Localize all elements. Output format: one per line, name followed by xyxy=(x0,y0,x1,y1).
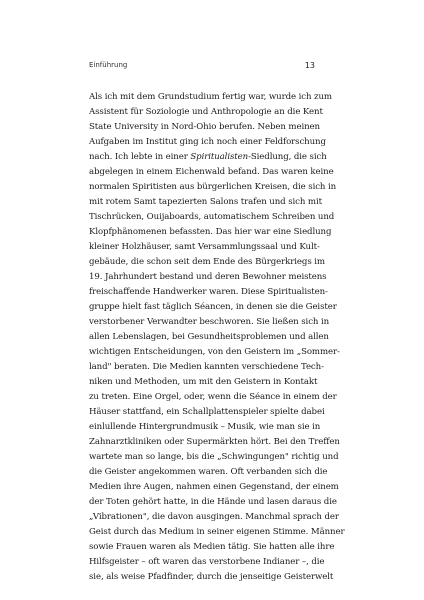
body-text xyxy=(89,90,345,585)
text-line: sie, als weise Pfadfinder, durch die jenseitige Geisterwelt xyxy=(89,572,334,582)
text-line: gebäude, die schon seit dem Ende des Bürgerkriegs im xyxy=(89,257,325,267)
text-line: verstorbener Verwandter beschworen. Sie ließen sich in xyxy=(89,317,330,327)
text-line: der Toten gehört hatte, in die Hände und lasen daraus die xyxy=(89,497,337,507)
text-line: Assistent für Soziologie und Anthropologie an die Kent xyxy=(89,107,323,117)
line-suffix: -Siedlung, die sich xyxy=(248,152,327,162)
line-prefix: nach. Ich lebte in einer xyxy=(89,152,191,162)
text-line: die Geister angekommen waren. Oft verbanden sich die xyxy=(89,467,328,477)
text-line: Aufgaben im Institut ging ich noch einer Feldforschung xyxy=(89,137,326,147)
text-line: zu treten. Eine Orgel, oder, wenn die Séance in einem der xyxy=(89,392,337,402)
text-line-with-italic xyxy=(89,150,327,165)
text-line: niken und Methoden, um mit den Geistern in Kontakt xyxy=(89,377,318,387)
text-line: freischaffende Handwerker waren. Diese Spiritualisten- xyxy=(89,287,328,297)
text-line: wichtigen Entscheidungen, von den Geistern im „Sommer- xyxy=(89,347,340,357)
text-line: sowie Frauen waren als Medien tätig. Sie hatten alle ihre xyxy=(89,542,335,552)
text-line: Medien ihre Augen, nahmen einen Gegenstand, der einem xyxy=(89,482,339,492)
text-line: Häuser stattfand, ein Schallplattenspieler spielte dabei xyxy=(89,407,325,417)
text-line: allen Lebenslagen, bei Gesundheitsproblemen und allen xyxy=(89,332,329,342)
page-number: 13 xyxy=(304,60,315,70)
text-line: normalen Spiritisten aus bürgerlichen Kreisen, die sich in xyxy=(89,182,337,192)
text-line: State University in Nord-Ohio berufen. Neben meinen xyxy=(89,122,320,132)
text-line: gruppe hielt fast täglich Séancen, in denen sie die Geister xyxy=(89,302,337,312)
text-line: mit rotem Samt tapezierten Salons trafen und sich mit xyxy=(89,197,322,207)
section-title: Einführung xyxy=(89,61,128,69)
text-line: land" beraten. Die Medien kannten verschiedene Tech- xyxy=(89,362,324,372)
text-line: wartete man so lange, bis die „Schwingungen" richtig und xyxy=(89,452,339,462)
text-line: Tischrücken, Ouijaboards, automatischem Schreiben und xyxy=(89,212,335,222)
italic-term: Spiritualisten xyxy=(190,152,249,162)
text-line: Zahnarztkliniken oder Supermärkten hört. Bei den Treffen xyxy=(89,437,340,447)
text-line: 19. Jahrhundert bestand und deren Bewohner meistens xyxy=(89,272,327,282)
text-line: „Vibrationen", die davon ausgingen. Manchmal sprach der xyxy=(89,512,339,522)
text-line: abgelegen in einem Eichenwald befand. Das waren keine xyxy=(89,167,334,177)
text-line: Als ich mit dem Grundstudium fertig war, wurde ich zum xyxy=(89,92,332,102)
text-line: Klopfphänomenen befassten. Das hier war eine Siedlung xyxy=(89,227,332,237)
text-line: Hilfsgeister – oft waren das verstorbene Indianer –, die xyxy=(89,557,325,567)
text-line: Geist durch das Medium in seiner eigenen Stimme. Männer xyxy=(89,527,345,537)
text-line: kleiner Holzhäuser, samt Versammlungssaal und Kult- xyxy=(89,242,320,252)
text-line: einlullende Hintergrundmusik – Musik, wie man sie in xyxy=(89,422,321,432)
running-head xyxy=(89,59,315,71)
